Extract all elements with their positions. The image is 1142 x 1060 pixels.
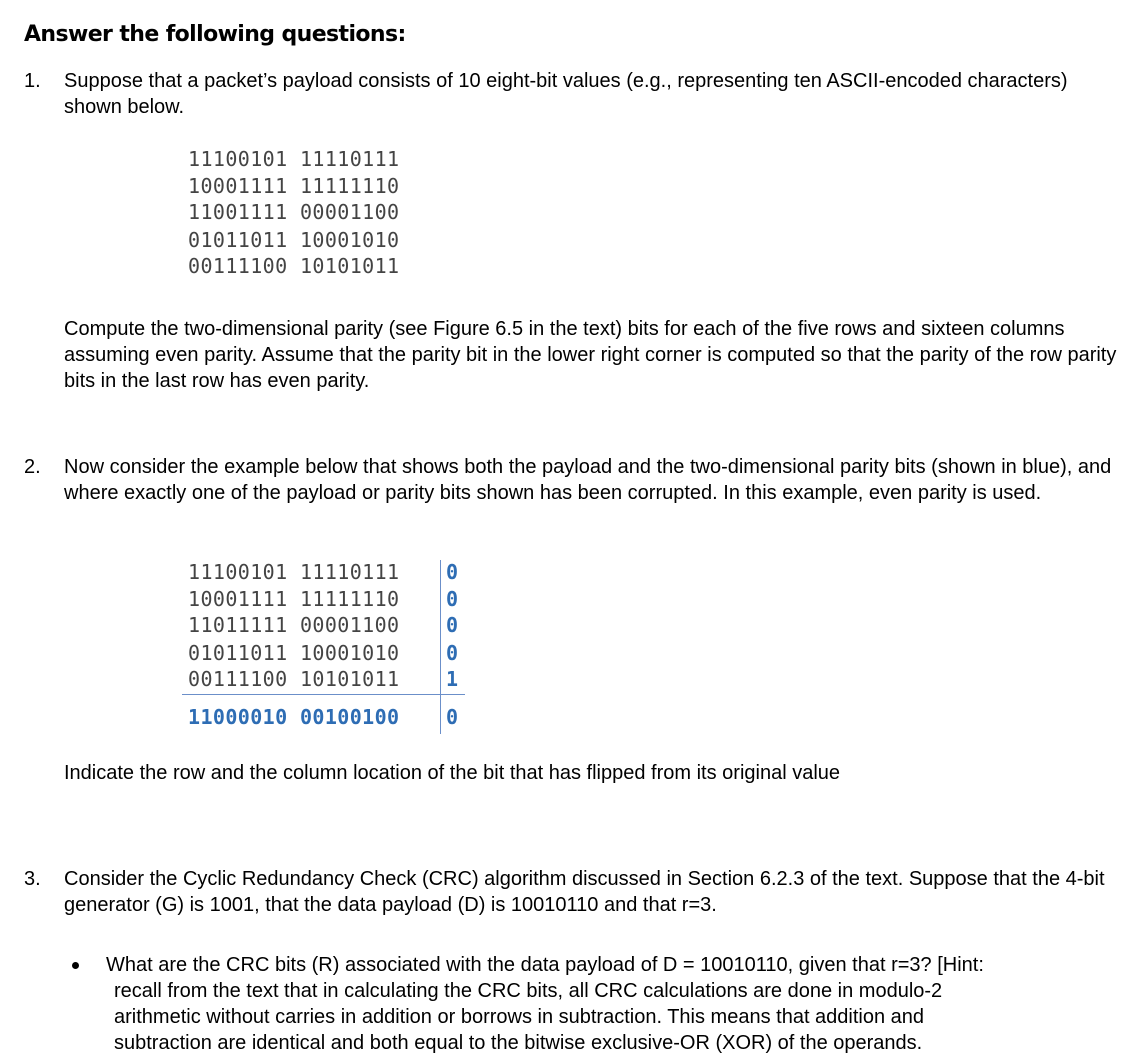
question-3-bullet (106, 952, 1116, 1056)
payload-row: 01011011 10001010 (188, 641, 400, 665)
bullet-line: arithmetic without carries in addition or borrows in subtraction. This means that addition and (114, 1006, 925, 1028)
row-parity-bit: 1 (446, 667, 459, 691)
payload-row: 00111100 10101011 (188, 254, 400, 278)
payload-row: 11100101 11110111 (188, 147, 400, 171)
bullet-icon (72, 962, 79, 969)
question-1-number: 1. (24, 70, 41, 92)
payload-row: 11001111 00001100 (188, 200, 400, 224)
payload-row: 00111100 10101011 (188, 667, 400, 691)
parity-divider-vertical (440, 560, 441, 734)
corner-parity-bit: 0 (446, 705, 459, 729)
payload-row: 10001111 11111110 (188, 587, 400, 611)
payload-row: 01011011 10001010 (188, 228, 400, 252)
page-heading: Answer the following questions: (24, 22, 406, 47)
parity-divider-horizontal (182, 694, 465, 695)
question-3-number: 3. (24, 868, 41, 890)
bullet-line: What are the CRC bits (R) associated with the data payload of D = 10010110, given that r=3? [Hint: (106, 954, 984, 976)
question-2-instruction: Indicate the row and the column location of the bit that has flipped from its original value (64, 762, 841, 784)
question-2-intro: Now consider the example below that shows both the payload and the two-dimensional parity bits (shown in blue), and where exactly one of the payload or parity bits shown has been corrupted. In this example, even parity is used. (64, 456, 1112, 504)
question-3-intro: Consider the Cyclic Redundancy Check (CRC) algorithm discussed in Section 6.2.3 of the text. Suppose that the 4-bit generator (G) is 1001, that the data payload (D) is 10010110 and that r=3. (64, 868, 1105, 916)
question-1-intro: Suppose that a packet’s payload consists of 10 eight-bit values (e.g., representing ten ASCII-encoded characters) shown below. (64, 70, 1068, 118)
row-parity-bit: 0 (446, 560, 459, 584)
payload-row: 11100101 11110111 (188, 560, 400, 584)
payload-row: 11011111 00001100 (188, 613, 400, 637)
bullet-line: subtraction are identical and both equal to the bitwise exclusive-OR (XOR) of the operands. (114, 1032, 923, 1054)
column-parity-row: 11000010 00100100 (188, 705, 400, 729)
row-parity-bit: 0 (446, 587, 459, 611)
question-1-instruction: Compute the two-dimensional parity (see Figure 6.5 in the text) bits for each of the five rows and sixteen columns assuming even parity. Assume that the parity bit in the lower right corner is computed so that the parity of the row parity bits in the last row has even parity. (64, 318, 1117, 392)
row-parity-bit: 0 (446, 641, 459, 665)
question-2-number: 2. (24, 456, 41, 478)
bullet-line: recall from the text that in calculating the CRC bits, all CRC calculations are done in modulo-2 (114, 980, 943, 1002)
payload-row: 10001111 11111110 (188, 174, 400, 198)
row-parity-bit: 0 (446, 613, 459, 637)
